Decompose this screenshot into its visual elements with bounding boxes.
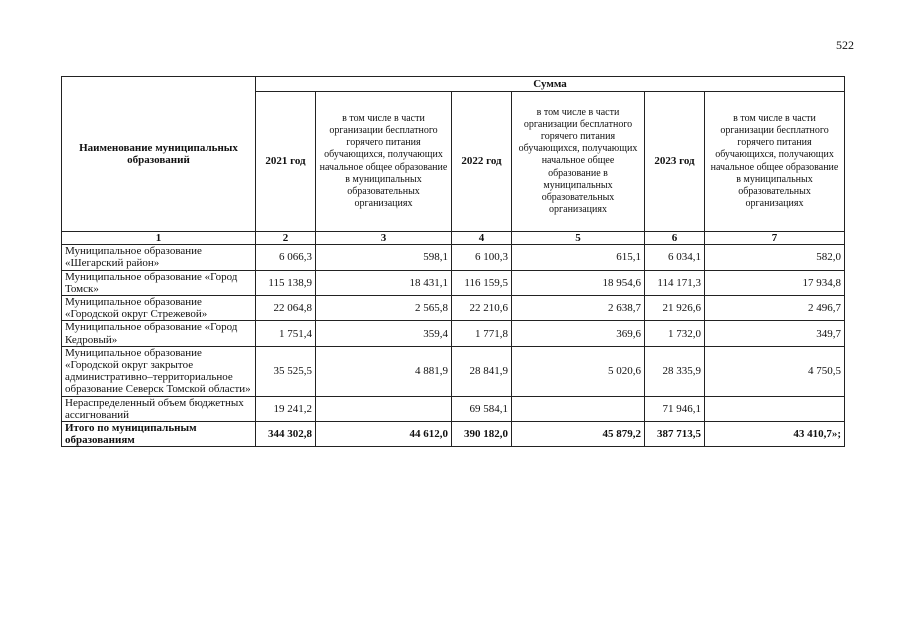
header-sub-2023: в том числе в части организации бесплатного горячего питания обучающихся, получающих начальное общее образование в муниципальных образовательных организациях	[705, 92, 845, 232]
total-row	[62, 422, 845, 447]
column-number: 4	[452, 232, 512, 245]
header-name-column: Наименование муниципальных образований	[62, 77, 256, 232]
amount-2022: 6 100,3	[452, 245, 512, 270]
meals-amount-2022: 2 638,7	[512, 296, 645, 321]
meals-amount-2023: 582,0	[705, 245, 845, 270]
header-year-2022: 2022 год	[452, 92, 512, 232]
header-sum: Сумма	[256, 77, 845, 92]
amount-2022: 28 841,9	[452, 346, 512, 396]
meals-amount-2023: 2 496,7	[705, 296, 845, 321]
table-row	[62, 396, 845, 421]
column-number: 6	[645, 232, 705, 245]
amount-2021: 1 751,4	[256, 321, 316, 346]
amount-2021: 6 066,3	[256, 245, 316, 270]
amount-2023: 1 732,0	[645, 321, 705, 346]
amount-2023: 28 335,9	[645, 346, 705, 396]
table-header	[62, 77, 845, 245]
page-number: 522	[836, 38, 854, 52]
table-body	[62, 245, 845, 447]
total-meals-2023: 43 410,7»;	[705, 422, 845, 447]
total-2022: 390 182,0	[452, 422, 512, 447]
municipality-name: Муниципальное образование «Городской округ закрытое административно–территориальное образование Северск Томской области»	[62, 346, 256, 396]
meals-amount-2021: 2 565,8	[316, 296, 452, 321]
total-2023: 387 713,5	[645, 422, 705, 447]
meals-amount-2021: 18 431,1	[316, 270, 452, 295]
municipality-name: Муниципальное образование «Город Кедровый»	[62, 321, 256, 346]
meals-amount-2022: 615,1	[512, 245, 645, 270]
meals-amount-2023: 4 750,5	[705, 346, 845, 396]
meals-amount-2023: 17 934,8	[705, 270, 845, 295]
column-number: 2	[256, 232, 316, 245]
total-meals-2021: 44 612,0	[316, 422, 452, 447]
header-year-2023: 2023 год	[645, 92, 705, 232]
table-row	[62, 321, 845, 346]
amount-2021: 19 241,2	[256, 396, 316, 421]
amount-2023: 6 034,1	[645, 245, 705, 270]
meals-amount-2021: 359,4	[316, 321, 452, 346]
municipality-name: Нераспределенный объем бюджетных ассигнований	[62, 396, 256, 421]
column-number: 5	[512, 232, 645, 245]
column-number: 3	[316, 232, 452, 245]
amount-2021: 115 138,9	[256, 270, 316, 295]
column-number: 1	[62, 232, 256, 245]
amount-2022: 69 584,1	[452, 396, 512, 421]
amount-2022: 116 159,5	[452, 270, 512, 295]
amount-2023: 71 946,1	[645, 396, 705, 421]
meals-amount-2021	[316, 396, 452, 421]
total-2021: 344 302,8	[256, 422, 316, 447]
meals-amount-2022: 369,6	[512, 321, 645, 346]
meals-amount-2021: 598,1	[316, 245, 452, 270]
table-row	[62, 245, 845, 270]
table-row	[62, 296, 845, 321]
header-year-2021: 2021 год	[256, 92, 316, 232]
amount-2022: 22 210,6	[452, 296, 512, 321]
meals-amount-2023	[705, 396, 845, 421]
table-row	[62, 346, 845, 396]
total-meals-2022: 45 879,2	[512, 422, 645, 447]
budget-table	[61, 76, 845, 447]
meals-amount-2021: 4 881,9	[316, 346, 452, 396]
municipality-name: Муниципальное образование «Город Томск»	[62, 270, 256, 295]
amount-2022: 1 771,8	[452, 321, 512, 346]
municipality-name: Муниципальное образование «Шегарский район»	[62, 245, 256, 270]
amount-2023: 21 926,6	[645, 296, 705, 321]
table-row	[62, 270, 845, 295]
amount-2021: 22 064,8	[256, 296, 316, 321]
meals-amount-2022: 5 020,6	[512, 346, 645, 396]
amount-2023: 114 171,3	[645, 270, 705, 295]
meals-amount-2023: 349,7	[705, 321, 845, 346]
meals-amount-2022	[512, 396, 645, 421]
municipality-name: Муниципальное образование «Городской округ Стрежевой»	[62, 296, 256, 321]
amount-2021: 35 525,5	[256, 346, 316, 396]
header-sub-2021: в том числе в части организации бесплатного горячего питания обучающихся, получающих начальное общее образование в муниципальных образовательных организациях	[316, 92, 452, 232]
column-number: 7	[705, 232, 845, 245]
header-sub-2022: в том числе в части организации бесплатного горячего питания обучающихся, получающих начальное общее образование в муниципальных образовательных организациях	[512, 92, 645, 232]
meals-amount-2022: 18 954,6	[512, 270, 645, 295]
total-label: Итого по муниципальным образованиям	[62, 422, 256, 447]
